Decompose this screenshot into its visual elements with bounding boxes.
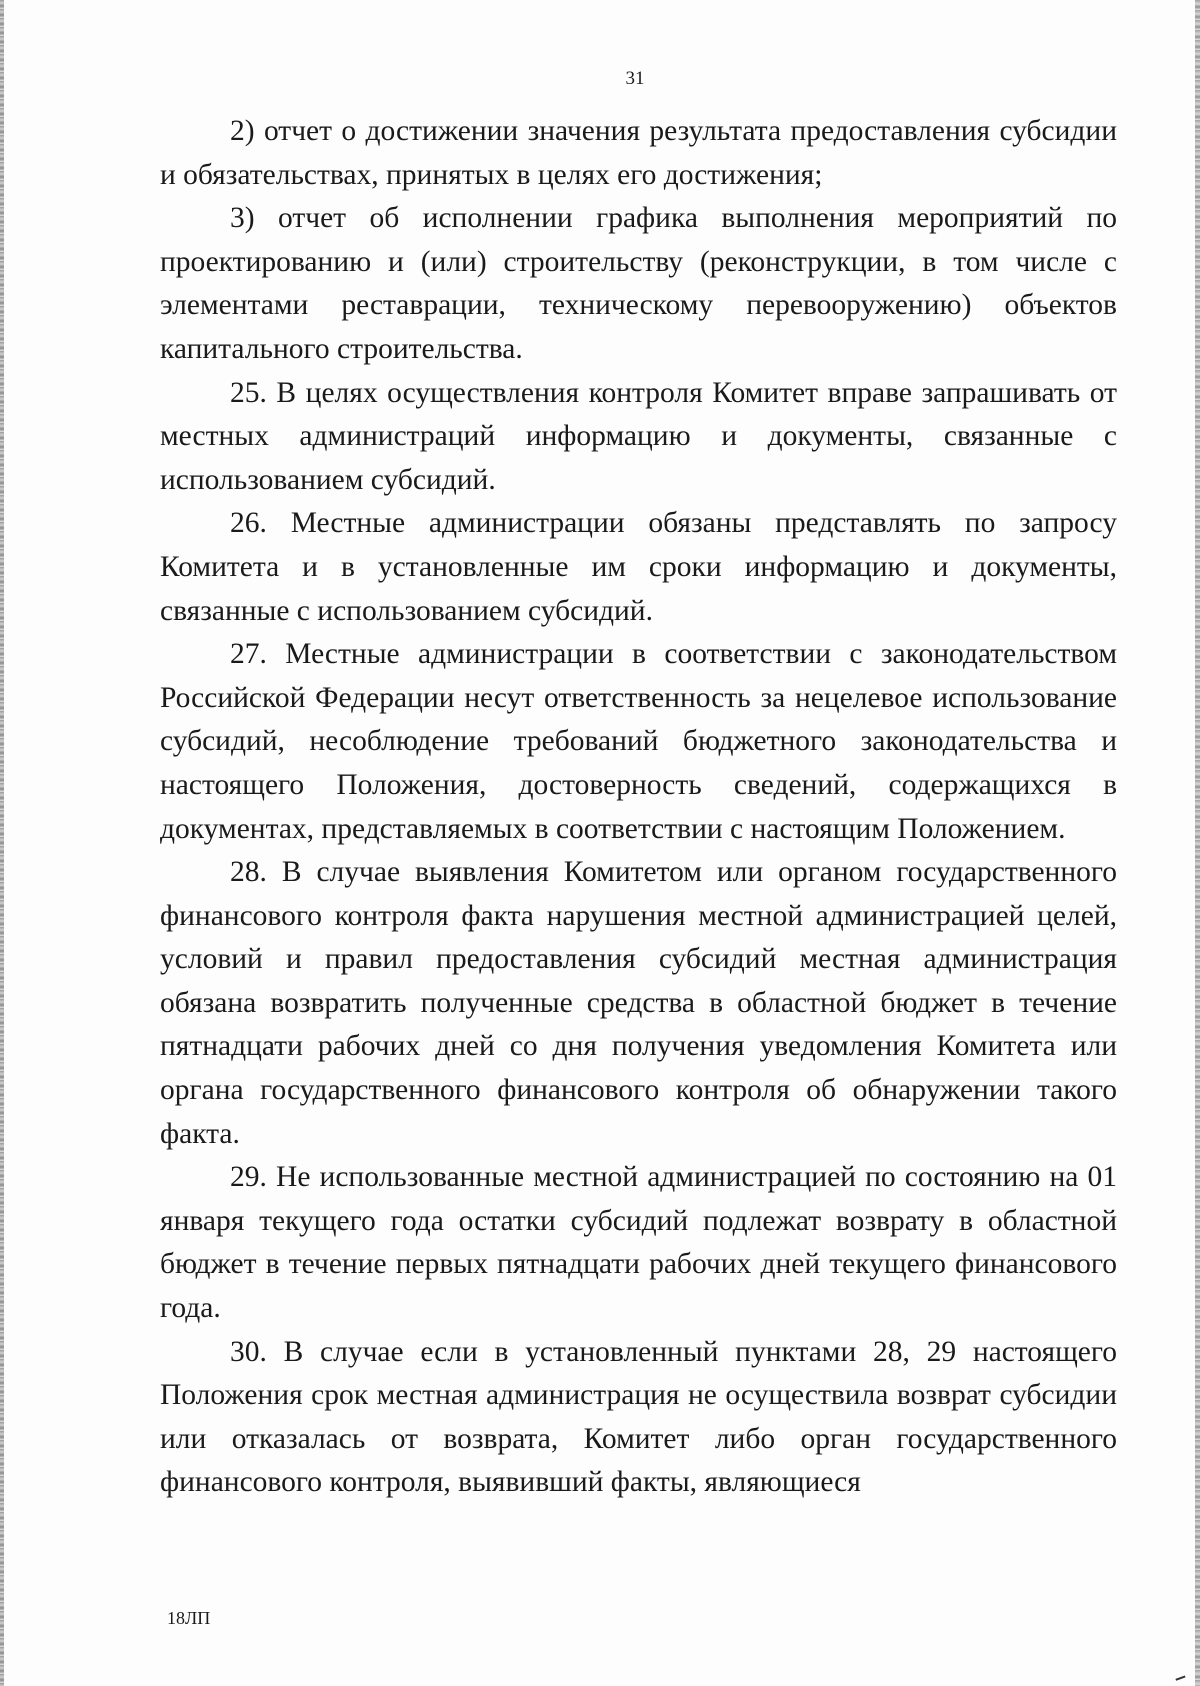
scan-corner-mark [1175, 1675, 1186, 1683]
scan-edge-right [1195, 0, 1200, 1686]
paragraph-item-2: 2) отчет о достижении значения результата предоставления субсидии и обязательствах, принятых в целях его достижения; [160, 115, 1117, 191]
paragraph-30: 30. В случае если в установленный пунктами 28, 29 настоящего Положения срок местная администрация не осуществила возврат субсидии или отказалась от возврата, Комитет либо орган государственного финансового контроля, выявивший факты, являющиеся [160, 1335, 1117, 1499]
paragraph-item-3: 3) отчет об исполнении графика выполнения мероприятий по проектированию и (или) строительству (реконструкции, в том числе с элементами реставрации, техническому перевооружению) объектов капитального строительства. [160, 202, 1117, 365]
scan-edge-left [0, 0, 4, 1686]
paragraph-26: 26. Местные администрации обязаны представлять по запросу Комитета и в установленные им сроки информацию и документы, связанные с использованием субсидий. [160, 507, 1117, 627]
paragraph-27: 27. Местные администрации в соответствии с законодательством Российской Федерации несут ответственность за нецелевое использование субсидий, несоблюдение требований бюджетного законодательства и настоящего Положения, достоверность сведений, содержащихся в документах, представляемых в соответствии с настоящим Положением. [160, 638, 1117, 845]
paragraph-28: 28. В случае выявления Комитетом или органом государственного финансового контроля факта нарушения местной администрацией целей, условий и правил предоставления субсидий местная администрация обязана возвратить полученные средства в областной бюджет в течение пятнадцати рабочих дней со дня получения уведомления Комитета или органа государственного финансового контроля об обнаружении такого факта. [160, 856, 1117, 1150]
document-body [160, 110, 1117, 1505]
paragraph-29: 29. Не использованные местной администрацией по состоянию на 01 января текущего года остатки субсидий подлежат возврату в областной бюджет в течение первых пятнадцати рабочих дней текущего финансового года. [160, 1161, 1117, 1325]
page-number: 31 [625, 68, 645, 89]
paragraph-25: 25. В целях осуществления контроля Комитет вправе запрашивать от местных администраций информацию и документы, связанные с использованием субсидий. [160, 376, 1117, 496]
footer-document-code: 18ЛП [167, 1608, 211, 1628]
